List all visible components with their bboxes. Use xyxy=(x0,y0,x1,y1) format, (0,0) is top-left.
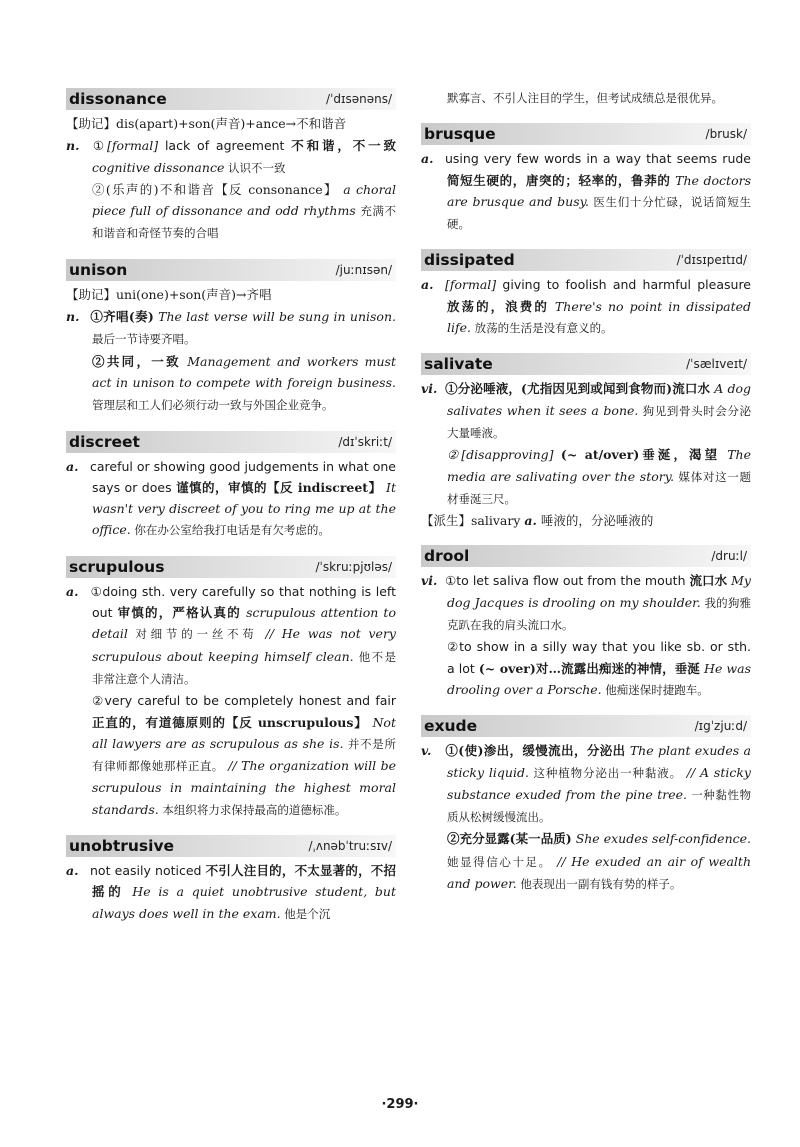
sense-2 xyxy=(421,828,751,895)
entry-scrupulous xyxy=(66,556,396,821)
entry-exude xyxy=(421,715,751,895)
example-zh: 对细节的一丝不苟 xyxy=(127,627,258,642)
example-en: // A sticky substance exuded from the pine tree. xyxy=(447,764,751,802)
sense-1 xyxy=(66,581,396,690)
definition-en: using very few words in a way that seems rude xyxy=(445,151,751,167)
sense-1 xyxy=(66,135,396,179)
definition-zh: 审慎的，严格认真的 xyxy=(117,605,241,621)
headword: dissipated xyxy=(424,251,515,270)
example-en: Not all lawyers are as scrupulous as she is. xyxy=(92,714,396,751)
definition-zh: ①齐唱(奏) xyxy=(90,309,154,325)
definition-zh: ②充分显露(某一品质) xyxy=(447,831,572,847)
definition-zh: 流口水 xyxy=(689,573,728,589)
example-en: Management and workers must act in unison to compete with foreign business. xyxy=(92,353,396,390)
example-en: // The organization will be scrupulous in maintaining the highest moral standards. xyxy=(92,758,397,817)
entry-header xyxy=(66,259,396,281)
continued-text: 默寡言、不引人注目的学生，但考试成绩总是很优异。 xyxy=(447,91,723,105)
part-of-speech: n. xyxy=(66,138,80,154)
example-en: cognitive dissonance xyxy=(92,159,225,175)
example-zh: 媒体对这一题材垂涎三尺。 xyxy=(447,469,752,506)
definition-en: ②to show in a silly way that you like sb. or sth. a lot xyxy=(447,639,751,676)
pronunciation: /dɪˈskriːt/ xyxy=(338,434,392,449)
part-of-speech: n. xyxy=(66,309,80,325)
pronunciation: /ˈdɪsənəns/ xyxy=(326,92,392,106)
entry-unobtrusive xyxy=(66,835,396,925)
example-zh: 放荡的生活是没有意义的。 xyxy=(471,321,613,336)
pronunciation: /ɪgˈzjuːd/ xyxy=(694,719,747,734)
example-en: The plant exudes a sticky liquid. xyxy=(447,743,751,780)
sense-2 xyxy=(421,636,751,701)
definition-zh: 不引人注目的，不太显著的，不招摇的 xyxy=(92,863,396,900)
headword: salivate xyxy=(424,355,493,374)
part-of-speech: a. xyxy=(66,458,79,474)
entry-header xyxy=(66,556,396,578)
register-label: [formal] xyxy=(106,138,159,154)
definition-en: lack of agreement xyxy=(158,138,292,154)
definition-zh: (~ over)对…流露出痴迷的神情，垂涎 xyxy=(478,660,700,676)
example-zh: 他痴迷保时捷跑车。 xyxy=(601,682,709,697)
pronunciation: /ˈsælɪveɪt/ xyxy=(686,357,747,372)
part-of-speech: a. xyxy=(66,583,79,599)
definition-zh: 谨慎的，审慎的【反 indiscreet】 xyxy=(176,479,382,495)
example-zh: 认识不一致 xyxy=(224,160,286,175)
mnemonic: 【助记】dis(apart)+son(声音)+ance→不和谐音 xyxy=(66,116,347,131)
definition-en: careful or showing good judgements in what one says or does xyxy=(90,458,396,495)
entry-unison xyxy=(66,259,396,417)
mnemonic: 【助记】uni(one)+son(声音)→齐唱 xyxy=(66,286,272,302)
example-en: It wasn't very discreet of you to ring me up at the office. xyxy=(92,479,397,538)
sense-1 xyxy=(66,456,396,542)
headword: scrupulous xyxy=(69,557,165,576)
example-zh: 并不是所有律师都像她那样正直。 xyxy=(92,736,397,774)
part-of-speech: vi. xyxy=(421,573,438,589)
headword: discreet xyxy=(69,432,140,451)
pronunciation: /brusk/ xyxy=(705,127,747,142)
entry-header xyxy=(66,835,396,857)
example-zh: 狗见到骨头时会分泌大量唾液。 xyxy=(447,403,752,440)
sense-number: ① xyxy=(90,138,107,154)
sense-1 xyxy=(421,378,751,444)
definition-zh: ①分泌唾液，(尤指因见到或闻到食物而)流口水 xyxy=(445,381,711,397)
entry-header xyxy=(66,88,396,110)
definition-zh: 唾液的，分泌唾液的 xyxy=(536,513,654,529)
part-of-speech: vi. xyxy=(421,381,438,397)
pronunciation: /ˈdɪsɪpeɪtɪd/ xyxy=(676,253,747,268)
entry-drool xyxy=(421,545,751,701)
example-en: There's no point in dissipated life. xyxy=(447,298,751,336)
right-column xyxy=(421,88,751,909)
definition-en: ①doing sth. very carefully so that nothing is left out xyxy=(90,583,396,621)
example-en: She exudes self-confidence. xyxy=(571,831,751,847)
entry-salivate xyxy=(421,353,751,531)
definition-en: not easily noticed xyxy=(90,863,206,879)
example-en: A dog salivates when it sees a bone. xyxy=(447,381,751,418)
entry-dissipated xyxy=(421,249,751,339)
entry-header xyxy=(421,353,751,375)
definition-zh: ②共同，一致 xyxy=(92,353,181,369)
entry-brusque xyxy=(421,123,751,235)
pronunciation: /druːl/ xyxy=(711,549,747,564)
example-zh: 他不是非常注意个人清洁。 xyxy=(92,649,397,686)
register-label: ②[disapproving] xyxy=(447,447,554,463)
part-of-speech: a. xyxy=(421,151,434,167)
headword: unison xyxy=(69,260,128,279)
entry-header xyxy=(421,249,751,271)
entry-header xyxy=(421,123,751,145)
headword: brusque xyxy=(424,125,496,144)
definition-zh: ①(使)渗出，缓慢流出，分泌出 xyxy=(445,743,626,759)
example-zh: 我的狗雅克趴在我的肩头流口水。 xyxy=(447,595,751,633)
sense-1 xyxy=(421,570,751,636)
entry-header xyxy=(421,545,751,567)
derived-form xyxy=(421,510,751,531)
example-en: The doctors are brusque and busy. xyxy=(447,172,751,209)
example-zh: 你在办公室给我打电话是有欠考虑的。 xyxy=(130,523,330,538)
example-zh: 一种黏性物质从松树缓慢流出。 xyxy=(447,787,751,825)
example-en: // He exuded an air of wealth and power. xyxy=(447,853,752,892)
part-of-speech: a. xyxy=(66,863,79,879)
left-column xyxy=(66,88,396,939)
example-zh: 充满不和谐音和奇怪节奏的合唱 xyxy=(92,204,397,241)
page-number: ·299· xyxy=(381,1097,419,1112)
derived-label: 【派生】salivary xyxy=(421,513,525,529)
example-zh: 本组织将力求保持最高的道德标准。 xyxy=(158,802,347,817)
register-label: [formal] xyxy=(445,277,497,293)
pronunciation: /ˈskruːpjʊləs/ xyxy=(315,559,392,574)
sense-2 xyxy=(421,444,751,510)
example-en: // He was not very scrupulous about keeping himself clean. xyxy=(92,626,396,664)
sense-1 xyxy=(421,274,751,339)
part-of-speech: v. xyxy=(421,743,432,759)
example-zh: 她显得信心十足。 xyxy=(447,854,552,869)
sense-2 xyxy=(66,690,396,821)
sense-2 xyxy=(66,179,396,245)
entry-header xyxy=(66,431,396,453)
pronunciation: /ˌʌnəbˈtruːsɪv/ xyxy=(308,839,392,854)
part-of-speech: a. xyxy=(524,513,537,529)
sense-1 xyxy=(66,860,396,925)
headword: drool xyxy=(424,547,470,566)
entry-discreet xyxy=(66,431,396,542)
definition-zh: (~ at/over)垂涎，渴望 xyxy=(553,447,721,463)
example-en: My dog Jacques is drooling on my shoulder. xyxy=(447,573,751,610)
definition-en: giving to foolish and harmful pleasure xyxy=(496,277,751,293)
headword: unobtrusive xyxy=(69,837,175,856)
pronunciation: /juːnɪsən/ xyxy=(335,262,392,277)
definition-zh: 不和谐，不一致 xyxy=(291,138,396,154)
example-zh: 他表现出一副有钱有势的样子。 xyxy=(516,877,682,892)
sense-1 xyxy=(421,148,751,235)
example-en: He is a quiet unobtrusive student, but always does well in the exam. xyxy=(92,884,396,921)
example-zh: 管理层和工人们必须行动一致与外国企业竞争。 xyxy=(92,398,334,413)
sense-1 xyxy=(421,740,751,828)
headword: dissonance xyxy=(69,90,167,108)
definition-en: ①to let saliva flow out from the mouth xyxy=(445,573,690,589)
example-en: scrupulous attention to detail xyxy=(92,605,396,642)
example-en: The last verse will be sung in unison. xyxy=(153,309,396,325)
definition-zh: 简短生硬的，唐突的；轻率的，鲁莽的 xyxy=(447,172,671,188)
example-zh: 最后一节诗要齐唱。 xyxy=(92,332,196,347)
example-zh: 他是个沉 xyxy=(280,906,331,921)
part-of-speech: a. xyxy=(421,277,434,293)
definition-zh: 正直的，有道德原则的【反 unscrupulous】 xyxy=(92,714,368,730)
definition-zh: ②(乐声的)不和谐音【反 consonance】 xyxy=(92,181,338,197)
example-en: He was drooling over a Porsche. xyxy=(447,660,752,697)
entry-header xyxy=(421,715,751,737)
definition-zh: 放荡的，浪费的 xyxy=(447,298,549,314)
entry-dissonance xyxy=(66,88,396,245)
example-en: a choral piece full of dissonance and odd rhythms xyxy=(92,181,396,219)
headword: exude xyxy=(424,717,478,736)
sense-2 xyxy=(66,351,396,417)
sense-1 xyxy=(66,306,396,351)
definition-en: ②very careful to be completely honest and fair xyxy=(92,693,396,709)
example-zh: 这种植物分泌出一种黏液。 xyxy=(528,765,682,780)
example-en: The media are salivating over the story. xyxy=(447,447,751,484)
example-zh: 医生们十分忙碌，说话简短生硬。 xyxy=(447,194,752,232)
